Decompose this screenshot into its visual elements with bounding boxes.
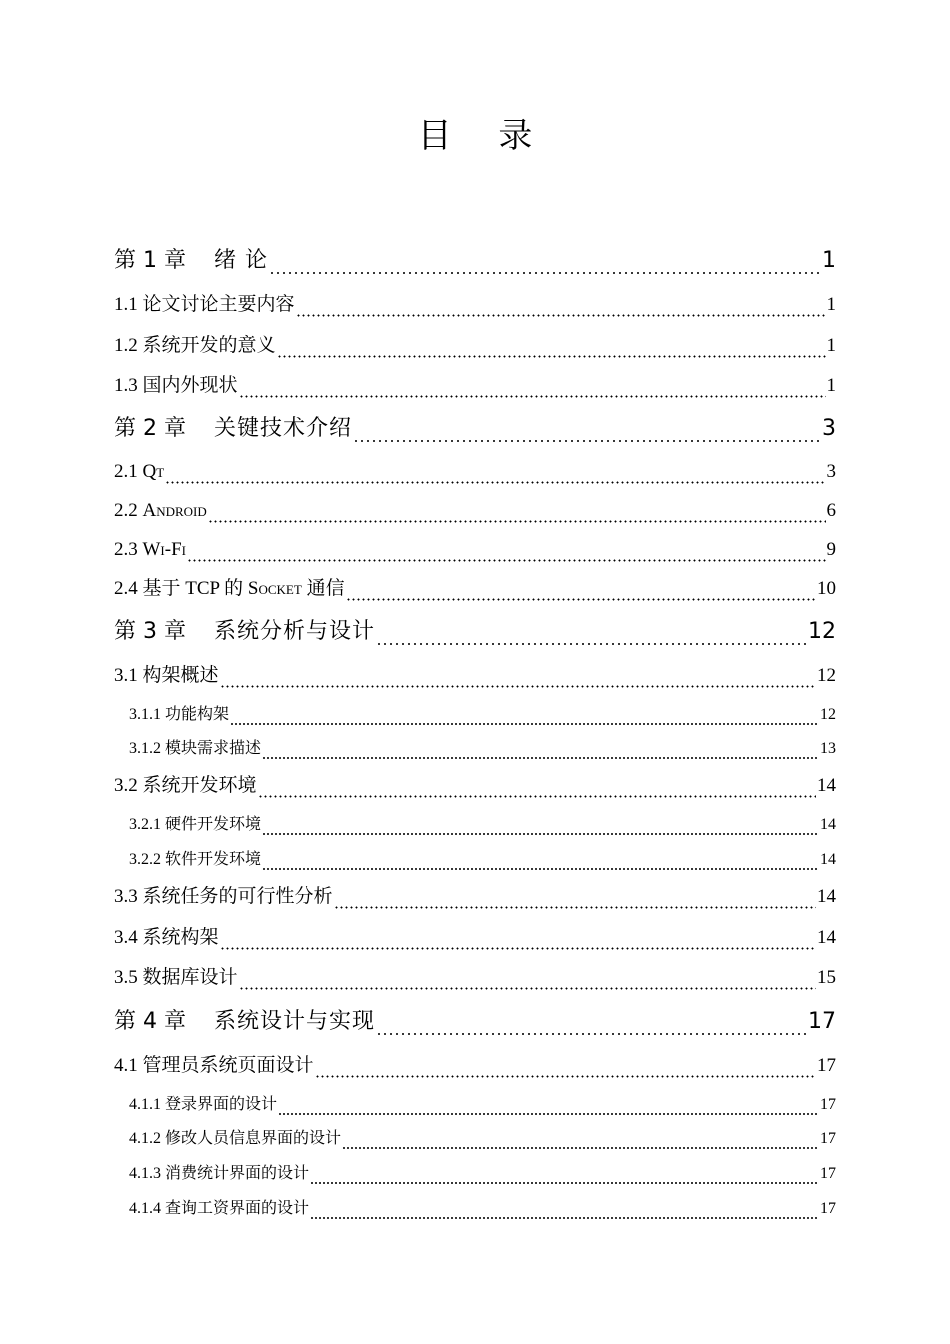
page-number: 17 [820, 1165, 836, 1182]
subsection-title: 3.2.1 硬件开发环境 [129, 816, 262, 833]
section-prefix: 2.4 基于 TCP 的 [114, 578, 248, 599]
dot-leader [342, 1132, 819, 1150]
dot-leader [310, 1202, 819, 1220]
page-number: 17 [808, 1009, 836, 1034]
page-number: 14 [817, 775, 836, 796]
page-number: 10 [817, 578, 836, 599]
dot-leader [376, 621, 807, 647]
page-number: 1 [826, 335, 836, 356]
toc-section-2-4[interactable] [114, 576, 836, 602]
dot-leader [346, 580, 816, 602]
toc-section-3-3[interactable] [114, 884, 836, 910]
section-term: Wi-Fi [142, 539, 186, 560]
subsection-title: 3.2.2 软件开发环境 [129, 851, 262, 868]
section-prefix: 2.1 [114, 461, 143, 482]
section-title: 1.1 论文讨论主要内容 [114, 294, 295, 315]
section-title: 3.5 数据库设计 [114, 967, 238, 988]
page-number: 14 [817, 886, 836, 907]
page-number: 13 [820, 740, 836, 757]
toc-section-3-4[interactable] [114, 925, 836, 951]
section-title: 3.3 系统任务的可行性分析 [114, 886, 333, 907]
dot-leader [376, 1011, 807, 1037]
toc-subsection-4-1-2[interactable] [129, 1128, 836, 1150]
toc-section-2-1[interactable] [114, 459, 836, 485]
chapter-number: 第 4 章 [114, 1009, 186, 1034]
dot-leader [262, 818, 819, 836]
page-number: 12 [820, 706, 836, 723]
section-term: Android [142, 500, 207, 521]
toc-chapter-3[interactable] [114, 617, 836, 647]
page-number: 3 [826, 461, 836, 482]
page-number: 12 [808, 619, 836, 644]
page-number: 1 [826, 375, 836, 396]
subsection-title: 3.1.1 功能构架 [129, 706, 230, 723]
dot-leader [296, 296, 826, 318]
page-number: 9 [826, 539, 836, 560]
toc-chapter-4[interactable] [114, 1007, 836, 1037]
page-number: 17 [820, 1200, 836, 1217]
chapter-number: 第 3 章 [114, 619, 186, 644]
page-number: 12 [817, 665, 836, 686]
toc-section-3-1[interactable] [114, 663, 836, 689]
dot-leader [310, 1167, 819, 1185]
chapter-title: 绪 论 [214, 248, 268, 273]
page-number: 14 [820, 816, 836, 833]
subsection-title: 4.1.1 登录界面的设计 [129, 1096, 278, 1113]
toc-subsection-3-1-2[interactable] [129, 738, 836, 760]
subsection-title: 4.1.2 修改人员信息界面的设计 [129, 1130, 342, 1147]
dot-leader [220, 667, 816, 689]
section-title: 1.2 系统开发的意义 [114, 335, 276, 356]
toc-section-2-2[interactable] [114, 498, 836, 524]
section-prefix: 2.3 [114, 539, 143, 560]
page-number: 15 [817, 967, 836, 988]
page-number: 1 [826, 294, 836, 315]
dot-leader [230, 708, 819, 726]
toc-subsection-3-2-2[interactable] [129, 849, 836, 871]
page-number: 14 [820, 851, 836, 868]
page-number: 17 [820, 1130, 836, 1147]
section-title: 3.4 系统构架 [114, 927, 219, 948]
dot-leader [239, 377, 826, 399]
section-title: 4.1 管理员系统页面设计 [114, 1055, 314, 1076]
subsection-title: 4.1.4 查询工资界面的设计 [129, 1200, 310, 1217]
toc-section-4-1[interactable] [114, 1053, 836, 1079]
dot-leader [269, 250, 821, 276]
toc-subsection-4-1-1[interactable] [129, 1094, 836, 1116]
section-suffix: 通信 [301, 578, 345, 599]
subsection-title: 3.1.2 模块需求描述 [129, 740, 262, 757]
chapter-title: 关键技术介绍 [214, 416, 353, 441]
dot-leader [353, 418, 821, 444]
chapter-number: 第 2 章 [114, 416, 186, 441]
toc-chapter-2[interactable] [114, 414, 836, 444]
toc-subsection-3-1-1[interactable] [129, 704, 836, 726]
dot-leader [277, 337, 826, 359]
dot-leader [239, 969, 816, 991]
chapter-number: 第 1 章 [114, 248, 186, 273]
page-number: 3 [822, 416, 836, 441]
toc-chapter-1[interactable] [114, 246, 836, 276]
section-title: 3.1 构架概述 [114, 665, 219, 686]
section-prefix: 2.2 [114, 500, 143, 521]
toc-subsection-3-2-1[interactable] [129, 814, 836, 836]
section-term: Qt [142, 461, 165, 482]
toc-subsection-4-1-3[interactable] [129, 1163, 836, 1185]
dot-leader [220, 929, 816, 951]
dot-leader [262, 853, 819, 871]
toc-section-2-3[interactable] [114, 537, 836, 563]
section-title: 1.3 国内外现状 [114, 375, 238, 396]
chapter-title: 系统设计与实现 [214, 1009, 376, 1034]
dot-leader [258, 777, 816, 799]
section-title: 3.2 系统开发环境 [114, 775, 257, 796]
toc-section-3-2[interactable] [114, 773, 836, 799]
page-number: 17 [817, 1055, 836, 1076]
page-number: 6 [826, 500, 836, 521]
chapter-title: 系统分析与设计 [214, 619, 376, 644]
dot-leader [278, 1098, 819, 1116]
dot-leader [165, 463, 825, 485]
toc-section-1-2[interactable] [114, 333, 836, 359]
dot-leader [262, 742, 819, 760]
dot-leader [187, 541, 826, 563]
dot-leader [208, 502, 826, 524]
toc-title: 目 录 [417, 116, 551, 156]
toc-subsection-4-1-4[interactable] [129, 1198, 836, 1220]
toc-section-1-3[interactable] [114, 373, 836, 399]
page-number: 1 [822, 248, 836, 273]
page-number: 17 [820, 1096, 836, 1113]
dot-leader [334, 888, 816, 910]
toc-section-1-1[interactable] [114, 292, 836, 318]
section-term: Socket [247, 578, 302, 599]
subsection-title: 4.1.3 消费统计界面的设计 [129, 1165, 310, 1182]
toc-section-3-5[interactable] [114, 965, 836, 991]
page-number: 14 [817, 927, 836, 948]
dot-leader [315, 1057, 816, 1079]
